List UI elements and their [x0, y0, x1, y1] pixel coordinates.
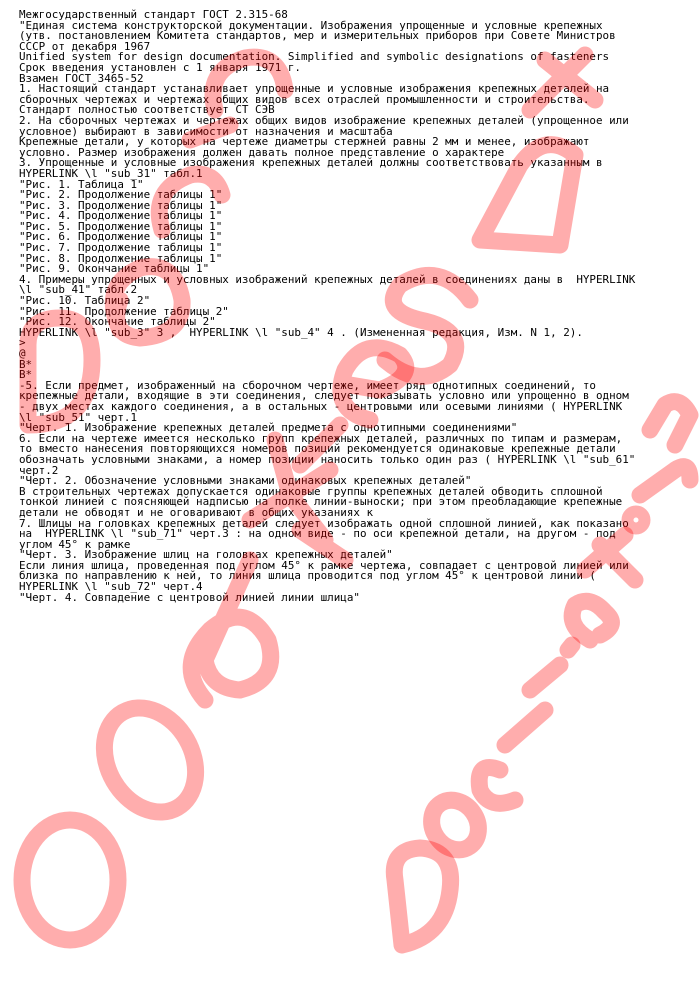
document-line: (утв. постановлением Комитета стандартов, мер и измерительных приборов при Совете Министров: [19, 29, 616, 43]
document-line: 6. Если на чертеже имеется несколько групп крепежных деталей, различных по типам и размерам,: [19, 431, 623, 445]
document-line: 2. На сборочных чертежах и чертежах общих видов изображение крепежных деталей (упрощенное или: [19, 113, 629, 127]
document-line: 7. Шлицы на головках крепежных деталей следует изображать одной сплошной линией, как показано: [19, 516, 629, 530]
document-line: 4. Примеры упрощенных и условных изображений крепежных деталей в соединениях даны в HYPERLINK: [19, 272, 636, 286]
document-line: "Рис. 8. Продолжение таблицы 1": [19, 251, 223, 265]
document-line: - двух местах каждого соединения, а в остальных - центровыми или осевыми линиями ( HYPERLINK: [19, 399, 623, 413]
document-line: 3. Упрощенные и условные изображения крепежных деталей должны соответствовать указанным в: [19, 156, 603, 170]
document-line: на HYPERLINK \l "sub_71" черт.3 : на одном виде - по оси крепежной детали, на другом - под: [19, 527, 616, 541]
document-line: "Рис. 2. Продолжение таблицы 1": [19, 188, 223, 202]
document-line: Если линия шлица, проведенная под углом 45° к рамке чертежа, совпадает с центровой линией или: [19, 558, 629, 572]
document-line: Взамен ГОСТ 3465-52: [19, 71, 144, 85]
document-line: "Черт. 3. Изображение шлиц на головках крепежных деталей": [19, 548, 393, 562]
document-line: "Рис. 5. Продолжение таблицы 1": [19, 219, 223, 233]
document-line: "Черт. 1. Изображение крепежных деталей предмета с однотипными соединениями": [19, 421, 518, 435]
document-line: "Рис. 6. Продолжение таблицы 1": [19, 230, 223, 244]
document-line: "Черт. 4. Совпадение с центровой линией линии шлица": [19, 590, 360, 604]
document-line: то вместо нанесения повторяющихся номеров позиций рекомендуется одинаковые крепежные детали: [19, 442, 616, 456]
document-line: -5. Если предмет, изображенный на сборочном чертеже, имеет ряд однотипных соединений, то: [19, 378, 596, 392]
document-line: "Рис. 12. Окончание таблицы 2": [19, 315, 216, 329]
document-line: B*: [19, 357, 33, 371]
document-line: В строительных чертежах допускается одинаковые группы крепежных деталей обводить сплошной: [19, 484, 603, 498]
document-line: Unified system for design documentation. Simplified and symbolic designations of fasteners: [19, 50, 610, 64]
document-line: Крепежные детали, у которых на чертеже диаметры стержней равны 2 мм и менее, изображают: [19, 135, 590, 149]
document-line: Межгосударственный стандарт ГОСТ 2.315-68: [19, 8, 288, 21]
document-line: B*: [19, 368, 33, 382]
document-line: \l "sub_41" табл.2: [19, 283, 138, 297]
document-line: "Черт. 2. Обозначение условными знаками одинаковых крепежных деталей": [19, 474, 472, 488]
document-line: "Рис. 3. Продолжение таблицы 1": [19, 198, 223, 212]
document-line: Стандарт полностью соответствует СТ СЭВ: [19, 103, 275, 117]
document-line: сборочных чертежах и чертежах общих видов всех отраслей промышленности и строительства.: [19, 92, 590, 106]
document-line: "Единая система конструкторской документации. Изображения упрощенные и условные крепежных: [19, 18, 603, 32]
document-line: условное) выбирают в зависимости от назначения и масштаба: [19, 124, 393, 138]
document-line: @: [19, 347, 26, 360]
document-line: 1. Настоящий стандарт устанавливает упрощенные и условные изображения крепежных деталей на: [19, 82, 610, 96]
document-line: "Рис. 4. Продолжение таблицы 1": [19, 209, 223, 223]
document-line: черт.2: [19, 463, 59, 477]
document-line: HYPERLINK \l "sub_72" черт.4: [19, 580, 203, 594]
document-line: "Рис. 9. Окончание таблицы 1": [19, 262, 210, 276]
document-text: [19, 10, 689, 603]
document-line: "Рис. 1. Таблица 1": [19, 177, 144, 191]
document-line: >: [19, 336, 26, 350]
document-line: HYPERLINK \l "sub_31" табл.1: [19, 166, 203, 180]
document-line: близка по направлению к ней, то линия шлица проводится под углом 45° к центровой линии (: [19, 569, 596, 583]
document-line: \l "sub_51" черт.1: [19, 410, 138, 424]
document-line: HYPERLINK \l "sub_3" 3 , HYPERLINK \l "sub_4" 4 . (Измененная редакция, Изм. N 1, 2).: [19, 325, 583, 339]
document-line: "Рис. 10. Таблица 2": [19, 294, 151, 308]
document-line: углом 45° к рамке: [19, 537, 131, 551]
document-line: тонкой линией с поясняющей надписью на полке линии-выноски; при этом преобладающие крепежные: [19, 495, 623, 509]
document-line: условно. Размер изображения должен давать полное представление о характере: [19, 145, 505, 159]
document-line: "Рис. 11. Продолжение таблицы 2": [19, 304, 229, 318]
document-line: крепежные детали, входящие в эти соединения, следует показывать условно или упрощенно в одном: [19, 389, 629, 403]
document-line: Срок введения установлен с 1 января 1971 г.: [19, 60, 301, 74]
document-line: детали не обводят и не оговаривают в общих указаниях к: [19, 505, 374, 519]
document-line: обозначать условными знаками, а номер позиции наносить только один раз ( HYPERLINK \l "sub_61": [19, 452, 636, 466]
document-line: "Рис. 7. Продолжение таблицы 1": [19, 241, 223, 255]
document-line: СССР от декабря 1967: [19, 39, 151, 53]
